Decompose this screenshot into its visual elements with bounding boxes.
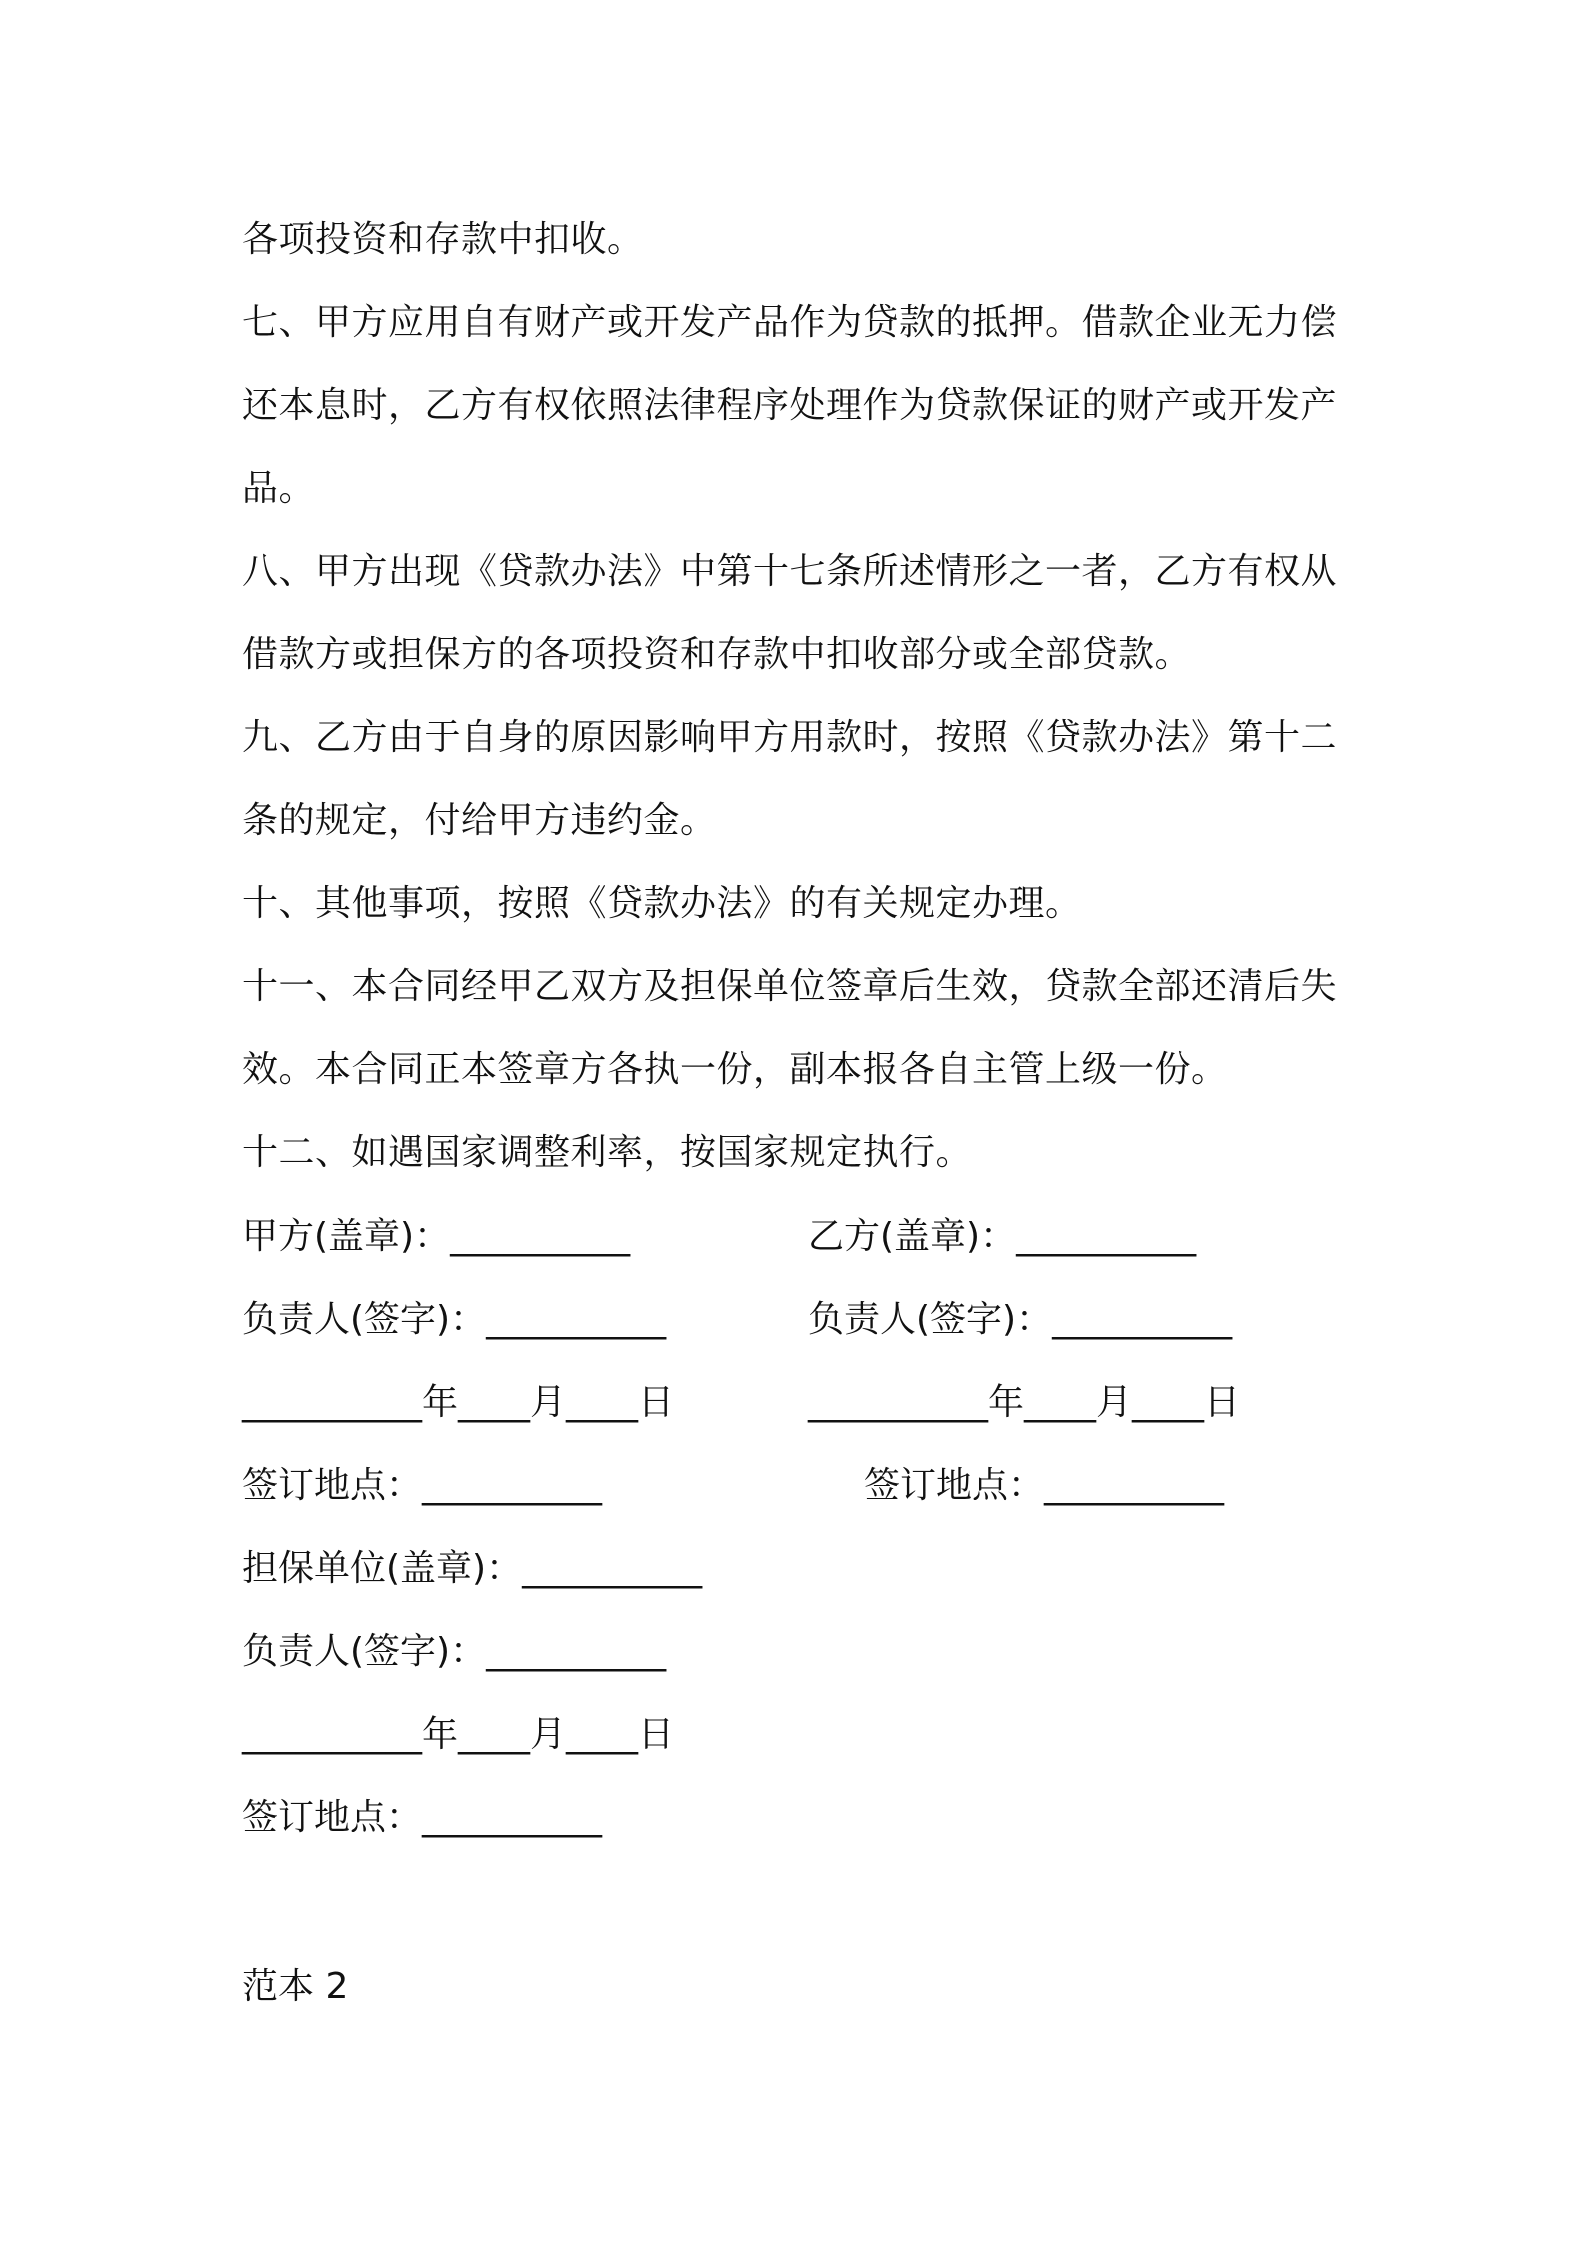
clause-8: 八、甲方出现《贷款办法》中第十七条所述情形之一者，乙方有权从借款方或担保方的各项投资和存款中扣收部分或全部贷款。 [242,551,1338,675]
party-a-person-line: 负责人(签字)：__________ [242,1299,667,1340]
clause-11: 十一、本合同经甲乙双方及担保单位签章后生效，贷款全部还清后失效。本合同正本签章方各执一份，副本报各自主管上级一份。 [242,966,1338,1090]
party-a-date-line: __________年____月____日 [242,1382,674,1423]
guarantor-place-line: 签订地点：__________ [242,1797,603,1838]
paragraph-continuation: 各项投资和存款中扣收。 [242,219,644,260]
guarantor-seal-line: 担保单位(盖章)：__________ [242,1548,703,1589]
clause-10: 十、其他事项，按照《贷款办法》的有关规定办理。 [242,883,1082,924]
sample-heading: 范本 2 [242,1966,349,2007]
clause-7: 七、甲方应用自有财产或开发产品作为贷款的抵押。借款企业无力偿还本息时，乙方有权依照法律程序处理作为贷款保证的财产或开发产品。 [242,302,1338,509]
contract-body [242,198,1362,1194]
guarantor-date-line: __________年____月____日 [242,1714,674,1755]
clause-12: 十二、如遇国家调整利率，按国家规定执行。 [242,1132,973,1173]
party-b-person-line: 负责人(签字)：__________ [808,1299,1233,1340]
party-b-date-line: __________年____月____日 [808,1382,1240,1423]
party-b-seal-line: 乙方(盖章)：__________ [808,1216,1197,1257]
guarantor-person-line: 负责人(签字)：__________ [242,1631,667,1672]
party-b-place-line: 签订地点：__________ [864,1465,1225,1506]
party-a-place-line: 签订地点：__________ [242,1465,603,1506]
party-a-seal-line: 甲方(盖章)：__________ [242,1216,631,1257]
clause-9: 九、乙方由于自身的原因影响甲方用款时，按照《贷款办法》第十二条的规定，付给甲方违约金。 [242,717,1338,841]
